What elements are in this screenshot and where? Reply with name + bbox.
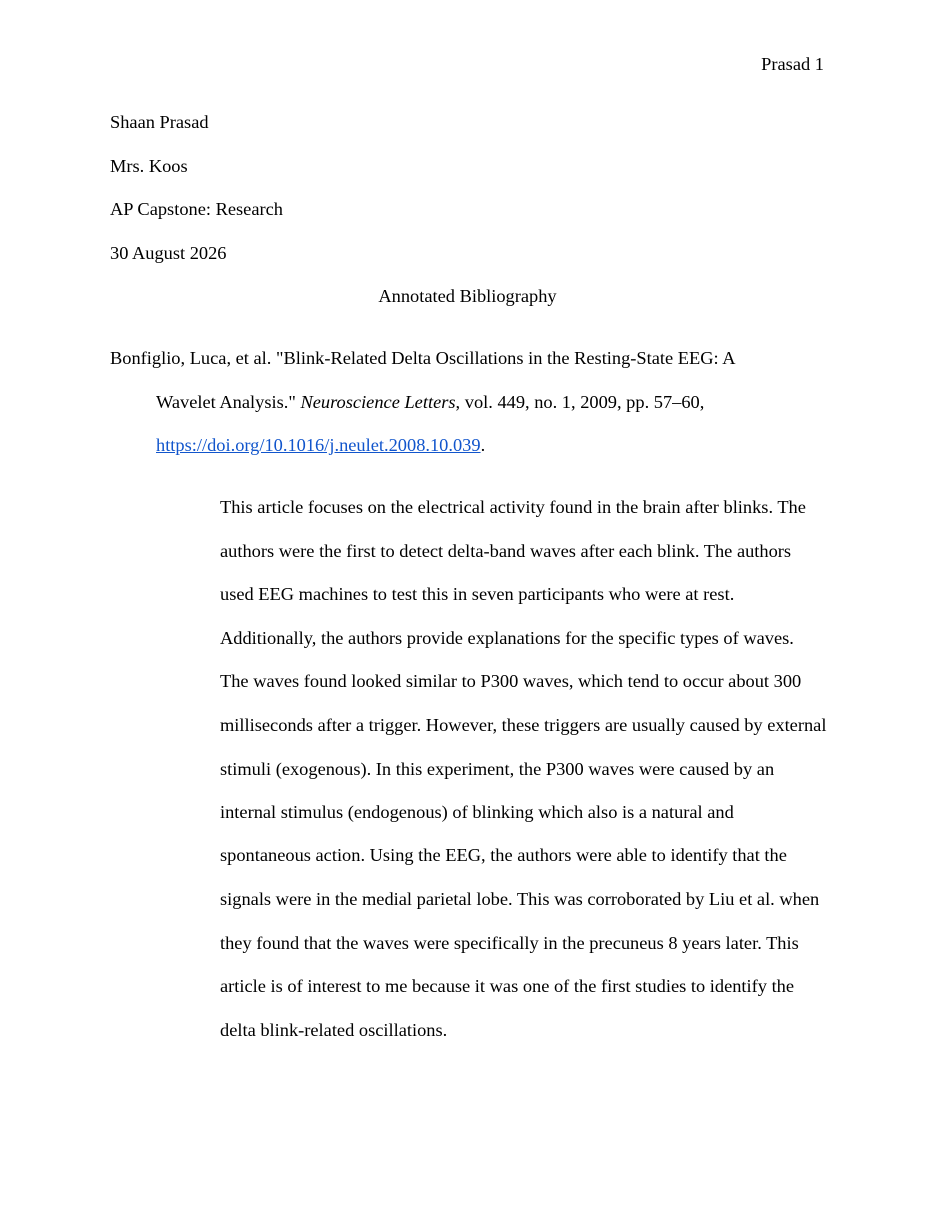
- annotation-line: stimuli (exogenous). In this experiment, the P300 waves were caused by an: [220, 759, 775, 779]
- citation-line-3: [156, 433, 485, 457]
- annotation-line: This article focuses on the electrical activity found in the brain after blinks. The: [220, 497, 806, 517]
- annotation-line: milliseconds after a trigger. However, these triggers are usually caused by external: [220, 715, 827, 735]
- citation-publication-details: , vol. 449, no. 1, 2009, pp. 57–60,: [455, 392, 705, 412]
- journal-name: Neuroscience Letters: [300, 392, 456, 412]
- annotation-line: signals were in the medial parietal lobe. This was corroborated by Liu et al. when: [220, 889, 820, 909]
- annotation-line: internal stimulus (endogenous) of blinking which also is a natural and: [220, 802, 734, 822]
- annotation-line: authors were the first to detect delta-band waves after each blink. The authors: [220, 541, 792, 561]
- citation-period: .: [480, 435, 486, 455]
- citation-title-end: Wavelet Analysis.": [156, 392, 301, 412]
- annotation-line: spontaneous action. Using the EEG, the authors were able to identify that the: [220, 845, 787, 865]
- annotation-line: used EEG machines to test this in seven participants who were at rest.: [220, 584, 735, 604]
- citation-line-2: [156, 390, 704, 414]
- teacher-name: Mrs. Koos: [110, 156, 188, 176]
- annotation-line: The waves found looked similar to P300 waves, which tend to occur about 300: [220, 671, 802, 691]
- annotation-line: delta blink-related oscillations.: [220, 1020, 448, 1040]
- course-name: AP Capstone: Research: [110, 199, 283, 219]
- document-date: 30 August 2026: [110, 243, 227, 263]
- author-name: Shaan Prasad: [110, 112, 209, 132]
- page-header-label: Prasad 1: [761, 54, 824, 74]
- annotation-line: article is of interest to me because it was one of the first studies to identify the: [220, 976, 795, 996]
- citation-line-1: Bonfiglio, Luca, et al. "Blink-Related Delta Oscillations in the Resting-State EEG: A: [110, 348, 736, 368]
- annotation-line: Additionally, the authors provide explanations for the specific types of waves.: [220, 628, 794, 648]
- document-title: Annotated Bibliography: [378, 286, 557, 306]
- annotation-line: they found that the waves were specifically in the precuneus 8 years later. This: [220, 933, 799, 953]
- doi-link[interactable]: https://doi.org/10.1016/j.neulet.2008.10.039: [156, 435, 481, 455]
